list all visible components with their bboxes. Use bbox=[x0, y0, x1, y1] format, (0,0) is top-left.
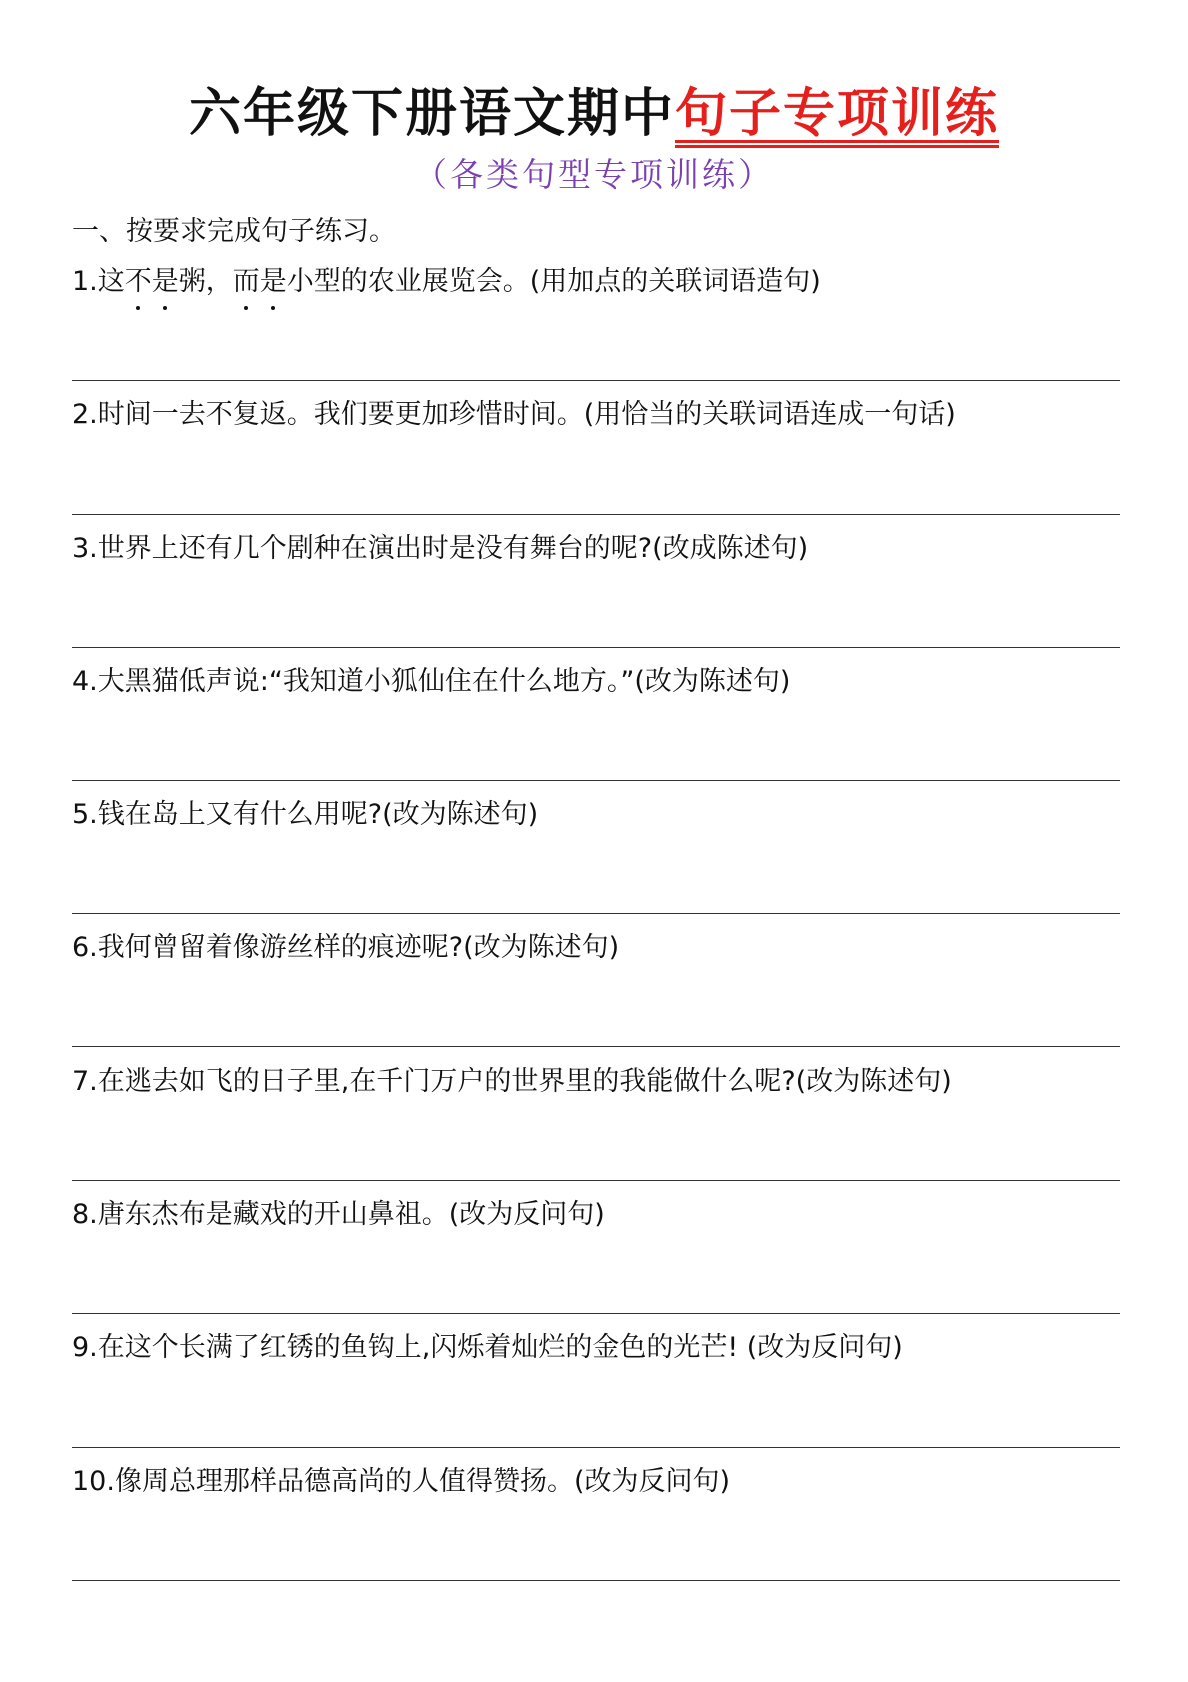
answer-line-3[interactable] bbox=[72, 647, 1120, 648]
answer-line-9[interactable] bbox=[72, 1447, 1120, 1448]
answer-line-1[interactable] bbox=[72, 380, 1120, 381]
answer-line-10[interactable] bbox=[72, 1580, 1120, 1581]
answer-line-8[interactable] bbox=[72, 1313, 1120, 1314]
title-highlight: 句子专项训练 bbox=[675, 78, 999, 150]
section-heading: 一、按要求完成句子练习。 bbox=[72, 216, 396, 247]
dotted-char: 是 bbox=[152, 262, 179, 302]
question-10: 10.像周总理那样品德高尚的人值得赞扬。(改为反问句) bbox=[72, 1466, 731, 1497]
question-9: 9.在这个长满了红锈的鱼钩上,闪烁着灿烂的金色的光芒! (改为反问句) bbox=[72, 1332, 903, 1363]
dotted-char: 不 bbox=[125, 262, 152, 302]
answer-line-6[interactable] bbox=[72, 1046, 1120, 1047]
question-2: 2.时间一去不复返。我们要更加珍惜时间。(用恰当的关联词语连成一句话) bbox=[72, 399, 956, 430]
question-3: 3.世界上还有几个剧种在演出时是没有舞台的呢?(改成陈述句) bbox=[72, 533, 809, 564]
page-subtitle: （各类句型专项训练） bbox=[414, 155, 774, 194]
dotted-char: 而 bbox=[233, 262, 260, 302]
question-8: 8.唐东杰布是藏戏的开山鼻祖。(改为反问句) bbox=[72, 1199, 605, 1230]
answer-line-5[interactable] bbox=[72, 913, 1120, 914]
title-main: 六年级下册语文期中 bbox=[188, 84, 675, 144]
question-1-mid: 粥， bbox=[178, 266, 233, 297]
dotted-char: 是 bbox=[260, 262, 287, 302]
answer-line-7[interactable] bbox=[72, 1180, 1120, 1181]
answer-line-2[interactable] bbox=[72, 514, 1120, 515]
question-1 bbox=[72, 262, 1116, 302]
page-title bbox=[0, 78, 1188, 150]
question-6: 6.我何曾留着像游丝样的痕迹呢?(改为陈述句) bbox=[72, 932, 620, 963]
question-5: 5.钱在岛上又有什么用呢?(改为陈述句) bbox=[72, 799, 539, 830]
question-1-suffix: 小型的农业展览会。(用加点的关联词语造句) bbox=[286, 266, 821, 297]
question-7: 7.在逃去如飞的日子里,在千门万户的世界里的我能做什么呢?(改为陈述句) bbox=[72, 1066, 952, 1097]
answer-line-4[interactable] bbox=[72, 780, 1120, 781]
question-4: 4.大黑猫低声说:“我知道小狐仙住在什么地方。”(改为陈述句) bbox=[72, 666, 791, 697]
question-1-prefix: 1.这 bbox=[72, 266, 125, 297]
